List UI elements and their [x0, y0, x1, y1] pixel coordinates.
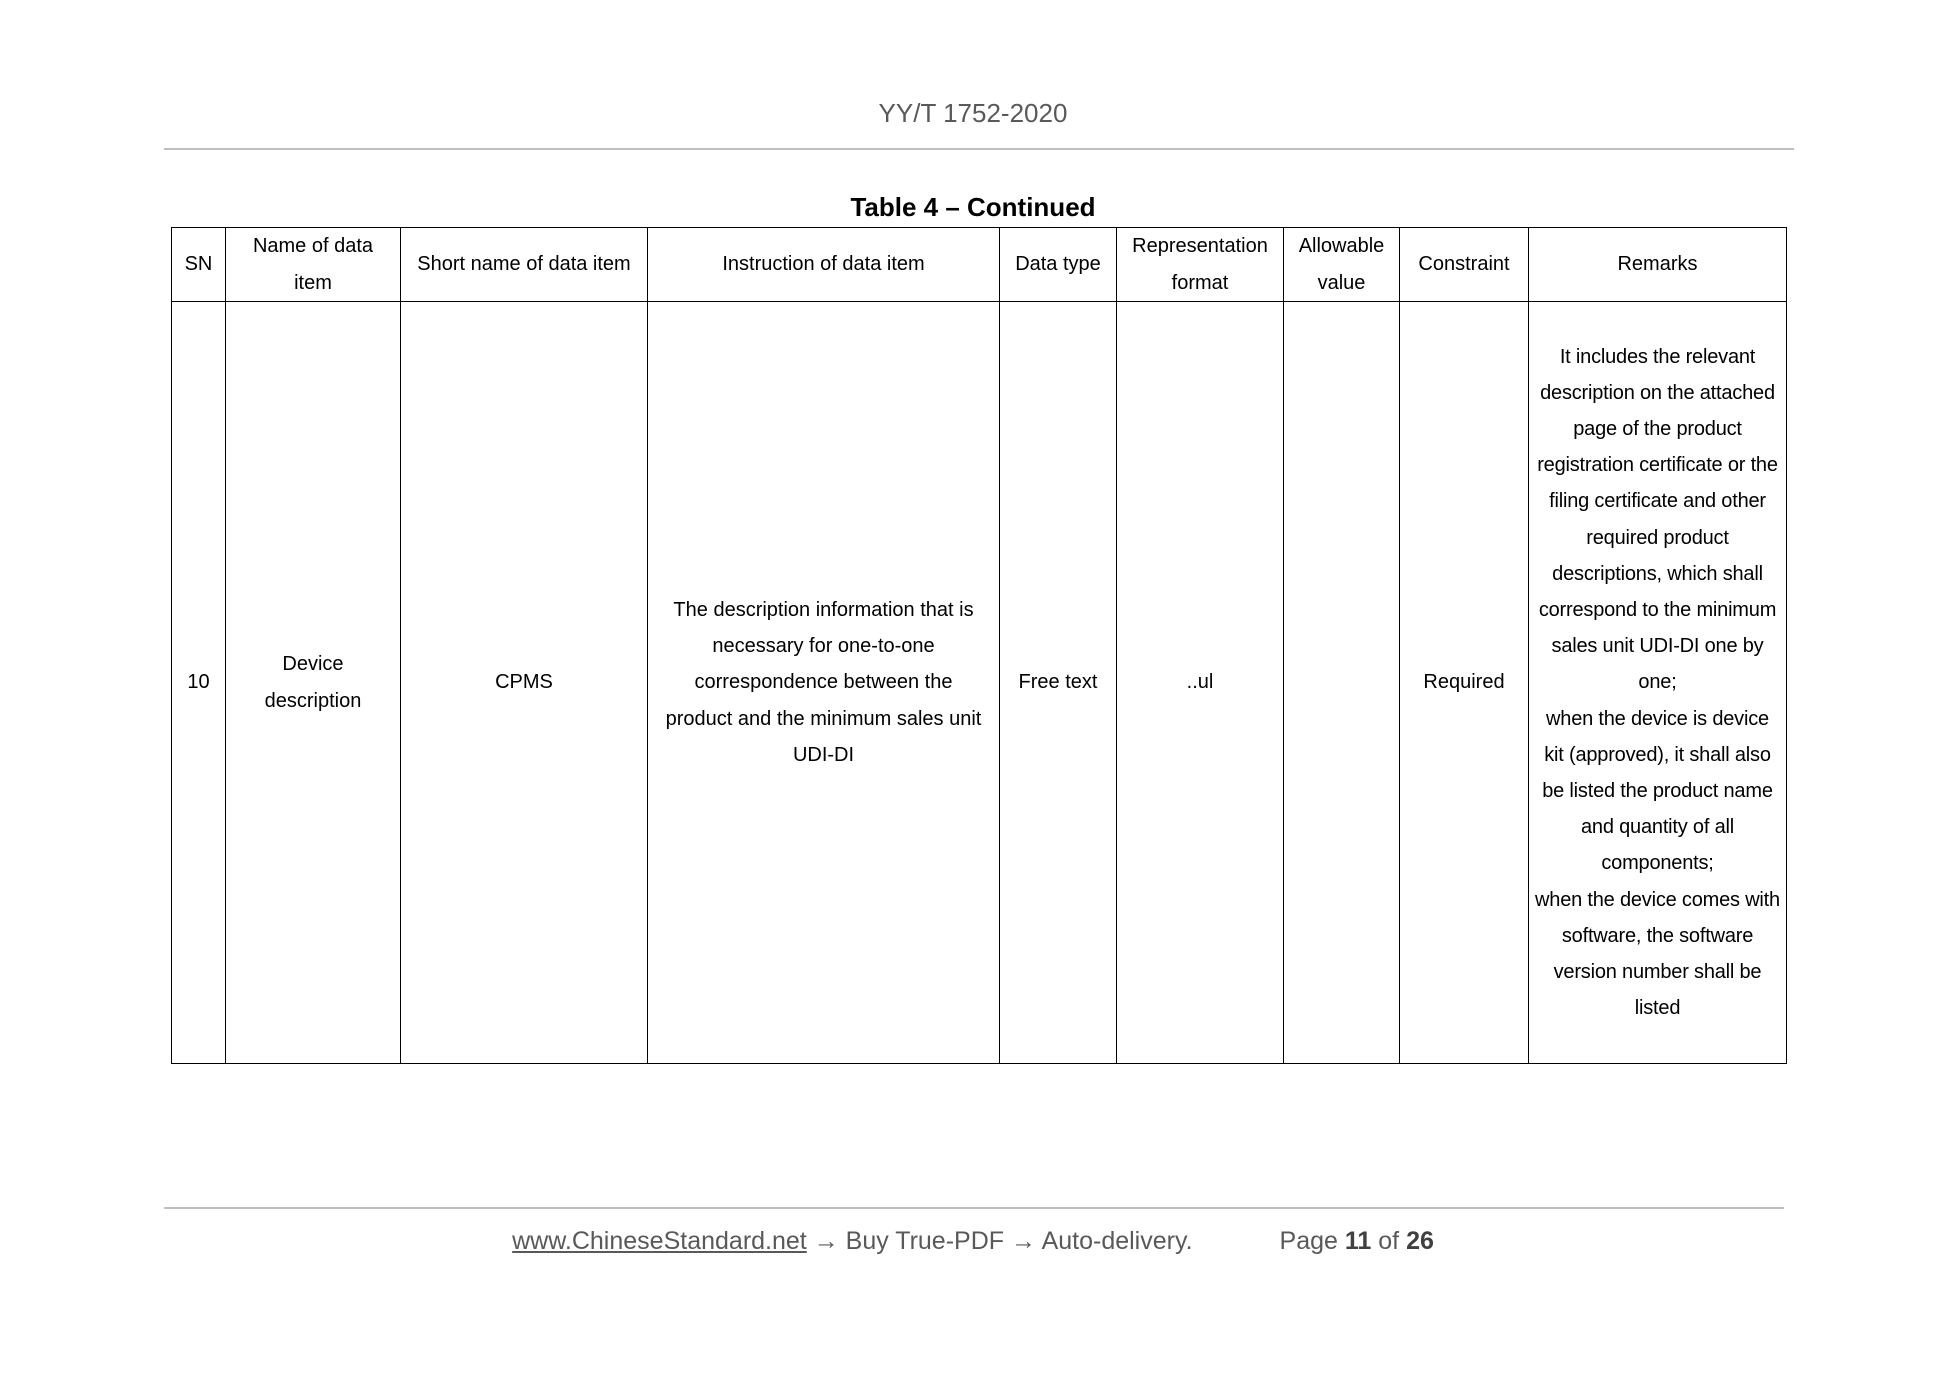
- column-header-data-type: Data type: [1000, 228, 1117, 302]
- table-header-row: [172, 228, 1787, 302]
- cell-remarks: It includes the relevant description on the attached page of the product registration certificate or the filing certificate and other required product descriptions, which shall correspond to the minimum sales unit UDI-DI one by one; when the device is device kit (approved), it shall also be listed the product name and quantity of all components; when the device comes with software, the software version number shall be listed: [1529, 302, 1787, 1064]
- page-footer: [0, 1224, 1946, 1258]
- table-row: [172, 302, 1787, 1064]
- site-link[interactable]: www.ChineseStandard.net: [512, 1227, 807, 1255]
- column-header-sn: SN: [172, 228, 226, 302]
- cell-name: Device description: [226, 302, 401, 1064]
- document-code: YY/T 1752-2020: [878, 98, 1068, 128]
- cell-format: ..ul: [1117, 302, 1284, 1064]
- of-label: of: [1378, 1227, 1400, 1255]
- column-header-allowable-value: Allowable value: [1284, 228, 1400, 302]
- arrow-right-icon: →: [1010, 1227, 1036, 1255]
- page-number: 11: [1344, 1227, 1372, 1255]
- footer-divider: [164, 1207, 1784, 1209]
- data-item-table: [171, 227, 1787, 1064]
- column-header-instruction: Instruction of data item: [648, 228, 1000, 302]
- cell-instruction: The description information that is necessary for one-to-one correspondence between the product and the minimum sales unit UDI-DI: [648, 302, 1000, 1064]
- cell-allowable-value: [1284, 302, 1400, 1064]
- buy-true-pdf-text: Buy True-PDF: [845, 1227, 1005, 1255]
- column-header-name: Name of data item: [226, 228, 401, 302]
- table-caption: Table 4 – Continued: [850, 192, 1096, 222]
- header-divider: [164, 148, 1794, 150]
- column-header-format: Representation format: [1117, 228, 1284, 302]
- cell-short-name: CPMS: [401, 302, 648, 1064]
- cell-sn: 10: [172, 302, 226, 1064]
- column-header-remarks: Remarks: [1529, 228, 1787, 302]
- column-header-short-name: Short name of data item: [401, 228, 648, 302]
- column-header-constraint: Constraint: [1400, 228, 1529, 302]
- cell-data-type: Free text: [1000, 302, 1117, 1064]
- auto-delivery-text: Auto-delivery.: [1041, 1227, 1193, 1255]
- total-pages: 26: [1406, 1227, 1434, 1255]
- cell-constraint: Required: [1400, 302, 1529, 1064]
- arrow-right-icon: →: [813, 1227, 839, 1255]
- page-label: Page: [1279, 1227, 1338, 1255]
